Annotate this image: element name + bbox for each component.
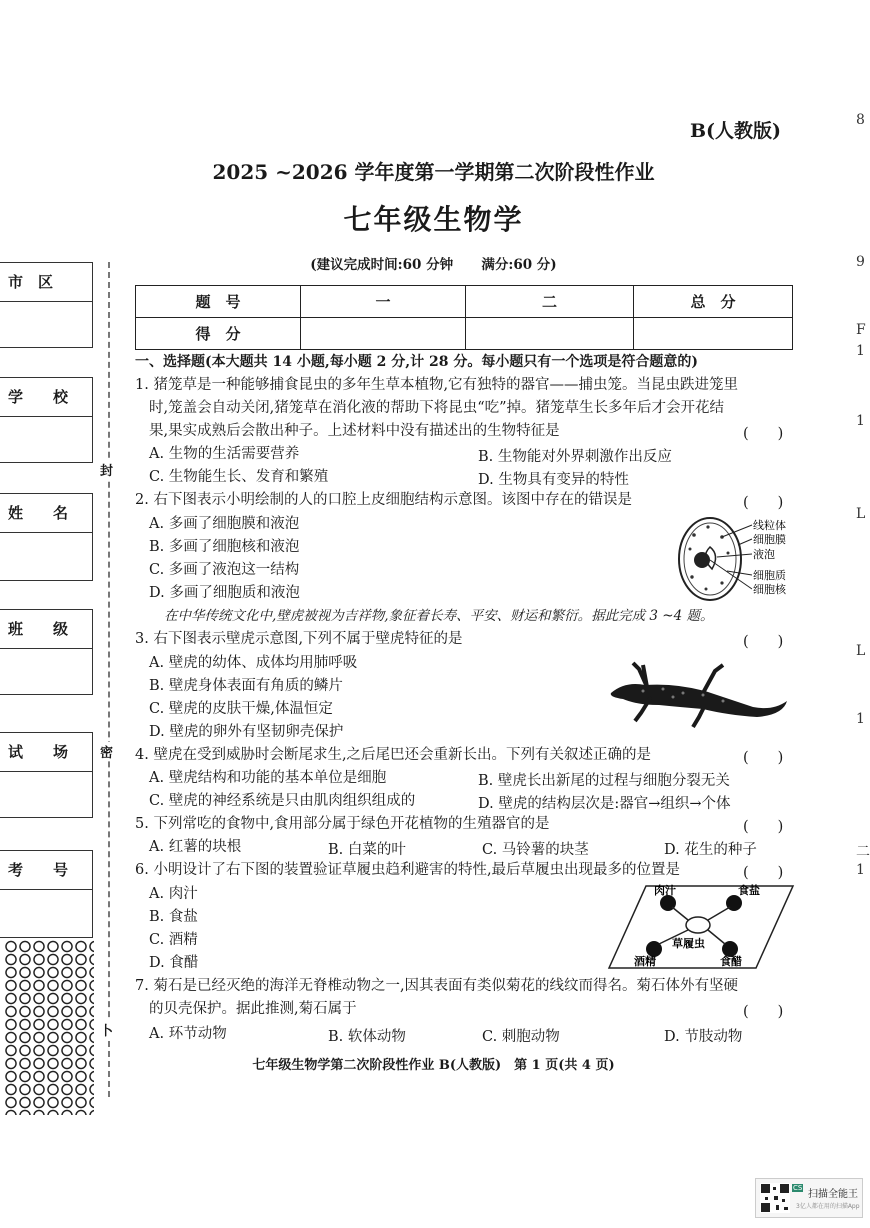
answer-paren[interactable]: ( ) <box>743 865 784 881</box>
q1-line: 果,果实成熟后会散出种子。上述材料中没有描述出的生物特征是 <box>149 423 560 439</box>
q2-stem: 2. 右下图表示小明绘制的人的口腔上皮细胞结构示意图。该图中存在的错误是 <box>135 492 632 508</box>
apparatus-label: 草履虫 <box>672 937 705 950</box>
cell-label: 线粒体 <box>753 519 786 532</box>
edge-char: 1 <box>856 711 865 727</box>
answer-paren[interactable]: ( ) <box>743 750 784 766</box>
q4-option-a: A. 壁虎结构和功能的基本单位是细胞 <box>149 770 387 786</box>
q5-option-c: C. 马铃薯的块茎 <box>482 842 589 858</box>
binding-char: 卜 <box>100 1020 113 1039</box>
q7-option-b: B. 软体动物 <box>328 1029 406 1045</box>
edge-char: 1 <box>856 413 865 429</box>
q3-option-b: B. 壁虎身体表面有角质的鳞片 <box>149 678 343 694</box>
q2-option-d: D. 多画了细胞质和液泡 <box>149 585 300 601</box>
q7-line: 的贝壳保护。据此推测,菊石属于 <box>149 1001 357 1017</box>
field-city[interactable] <box>0 262 93 348</box>
exam-info: (建议完成时间:60 分钟 满分:60 分) <box>310 257 557 273</box>
score-table-header: 二 <box>466 286 634 318</box>
answer-paren[interactable]: ( ) <box>743 819 784 835</box>
q3-option-c: C. 壁虎的皮肤干燥,体温恒定 <box>149 701 333 717</box>
answer-paren[interactable]: ( ) <box>743 634 784 650</box>
edge-char: 1 <box>856 862 865 878</box>
q7-line: 7. 菊石是已经灭绝的海洋无脊椎动物之一,因其表面有类似菊花的线纹而得名。菊石体外有坚硬 <box>135 978 739 994</box>
edge-char: 1 <box>856 343 865 359</box>
edge-char: 二 <box>856 844 870 860</box>
apparatus-label: 肉汁 <box>654 884 676 897</box>
score-table-header: 总 分 <box>634 286 793 318</box>
gecko-image <box>603 655 793 735</box>
q1-option-d: D. 生物具有变异的特性 <box>478 472 629 488</box>
field-label: 姓 名 <box>8 504 69 522</box>
q5-option-d: D. 花生的种子 <box>664 842 757 858</box>
q1-option-b: B. 生物能对外界刺激作出反应 <box>478 449 672 465</box>
subject-title: 七年级生物学 <box>343 203 524 236</box>
apparatus-label: 食盐 <box>738 884 760 897</box>
cell-label: 细胞膜 <box>753 533 786 546</box>
score-table-header: 题 号 <box>136 286 301 318</box>
q5-option-b: B. 白菜的叶 <box>328 842 406 858</box>
binding-line <box>108 262 110 1097</box>
q7-option-a: A. 环节动物 <box>149 1026 227 1042</box>
edition-label: B(人教版) <box>690 120 782 142</box>
q6-option-d: D. 食醋 <box>149 955 199 971</box>
answer-paren[interactable]: ( ) <box>743 1004 784 1020</box>
apparatus-label: 酒精 <box>634 955 656 968</box>
scanner-subtitle: 3亿人都在用的扫描App <box>796 1203 860 1210</box>
q1-option-a: A. 生物的生活需要营养 <box>149 446 300 462</box>
q3-option-d: D. 壁虎的卵外有坚韧卵壳保护 <box>149 724 344 740</box>
score-table-label: 得 分 <box>136 318 301 350</box>
answer-paren[interactable]: ( ) <box>743 426 784 442</box>
edge-char: 9 <box>856 254 865 270</box>
q3-stem: 3. 右下图表示壁虎示意图,下列不属于壁虎特征的是 <box>135 631 463 647</box>
q2-option-c: C. 多画了液泡这一结构 <box>149 562 300 578</box>
score-cell[interactable] <box>466 318 634 350</box>
field-label: 学 校 <box>8 388 69 406</box>
cell-diagram <box>672 513 797 605</box>
field-school[interactable] <box>0 377 93 463</box>
edge-char: L <box>856 506 866 522</box>
cell-label: 液泡 <box>753 548 775 561</box>
scanner-logo-icon: CS <box>793 1184 803 1192</box>
answer-paren[interactable]: ( ) <box>743 495 784 511</box>
q6-option-b: B. 食盐 <box>149 909 198 925</box>
score-table <box>135 285 793 350</box>
score-cell[interactable] <box>301 318 466 350</box>
score-table-header: 一 <box>301 286 466 318</box>
score-cell[interactable] <box>634 318 793 350</box>
scanner-watermark <box>755 1178 863 1218</box>
edge-char: F <box>856 322 866 338</box>
q4-option-c: C. 壁虎的神经系统是只由肌肉组织组成的 <box>149 793 416 809</box>
q4-stem: 4. 壁虎在受到威胁时会断尾求生,之后尾巴还会重新长出。下列有关叙述正确的是 <box>135 747 652 763</box>
edge-char: 8 <box>856 112 865 128</box>
field-class[interactable] <box>0 609 93 695</box>
cell-label: 细胞核 <box>753 583 786 596</box>
field-exam-number[interactable] <box>0 850 93 938</box>
q6-option-c: C. 酒精 <box>149 932 198 948</box>
q1-option-c: C. 生物能生长、发育和繁殖 <box>149 469 329 485</box>
qr-code-icon <box>760 1183 790 1213</box>
paramecium-apparatus <box>606 883 796 971</box>
field-label: 试 场 <box>8 743 69 761</box>
field-exam-room[interactable] <box>0 732 93 818</box>
field-label: 市 区 <box>8 273 54 291</box>
q4-option-b: B. 壁虎长出新尾的过程与细胞分裂无关 <box>478 773 730 789</box>
q3-option-a: A. 壁虎的幼体、成体均用肺呼吸 <box>149 655 358 671</box>
binding-char: 密 <box>100 742 113 761</box>
field-name[interactable] <box>0 493 93 581</box>
apparatus-label: 食醋 <box>720 955 742 968</box>
edge-char: L <box>856 643 866 659</box>
intro-3-4: 在中华传统文化中,壁虎被视为吉祥物,象征着长寿、平安、财运和繁衍。据此完成 3 ~4 题。 <box>164 608 714 624</box>
field-label: 班 级 <box>8 620 69 638</box>
page-footer: 七年级生物学第二次阶段性作业 B(人教版) 第 1 页(共 4 页) <box>252 1058 615 1073</box>
cell-label: 细胞质 <box>753 569 786 582</box>
q1-line: 时,笼盖会自动关闭,猪笼草在消化液的帮助下将昆虫“吃”掉。猪笼草生长多年后才会开花结 <box>149 400 725 416</box>
section-heading: 一、选择题(本大题共 14 小题,每小题 2 分,计 28 分。每小题只有一个选项是符合题意的) <box>135 354 698 370</box>
q5-stem: 5. 下列常吃的食物中,食用部分属于绿色开花植物的生殖器官的是 <box>135 816 550 832</box>
q2-option-a: A. 多画了细胞膜和液泡 <box>149 516 300 532</box>
q7-option-c: C. 刺胞动物 <box>482 1029 560 1045</box>
q4-option-d: D. 壁虎的结构层次是:器官→组织→个体 <box>478 796 731 812</box>
q1-line: 1. 猪笼草是一种能够捕食昆虫的多年生草本植物,它有独特的器官——捕虫笼。当昆虫跌进笼里 <box>135 377 739 393</box>
q6-option-a: A. 肉汁 <box>149 886 198 902</box>
bubble-grid <box>4 940 94 1115</box>
field-label: 考 号 <box>8 861 69 879</box>
exam-title: 2025 ~2026 学年度第一学期第二次阶段性作业 <box>212 160 655 184</box>
q7-option-d: D. 节肢动物 <box>664 1029 743 1045</box>
q2-option-b: B. 多画了细胞核和液泡 <box>149 539 300 555</box>
binding-char: 封 <box>100 460 113 479</box>
q6-stem: 6. 小明设计了右下图的装置验证草履虫趋利避害的特性,最后草履虫出现最多的位置是 <box>135 862 681 878</box>
q5-option-a: A. 红薯的块根 <box>149 839 242 855</box>
scanner-name: 扫描全能王 <box>808 1189 858 1200</box>
